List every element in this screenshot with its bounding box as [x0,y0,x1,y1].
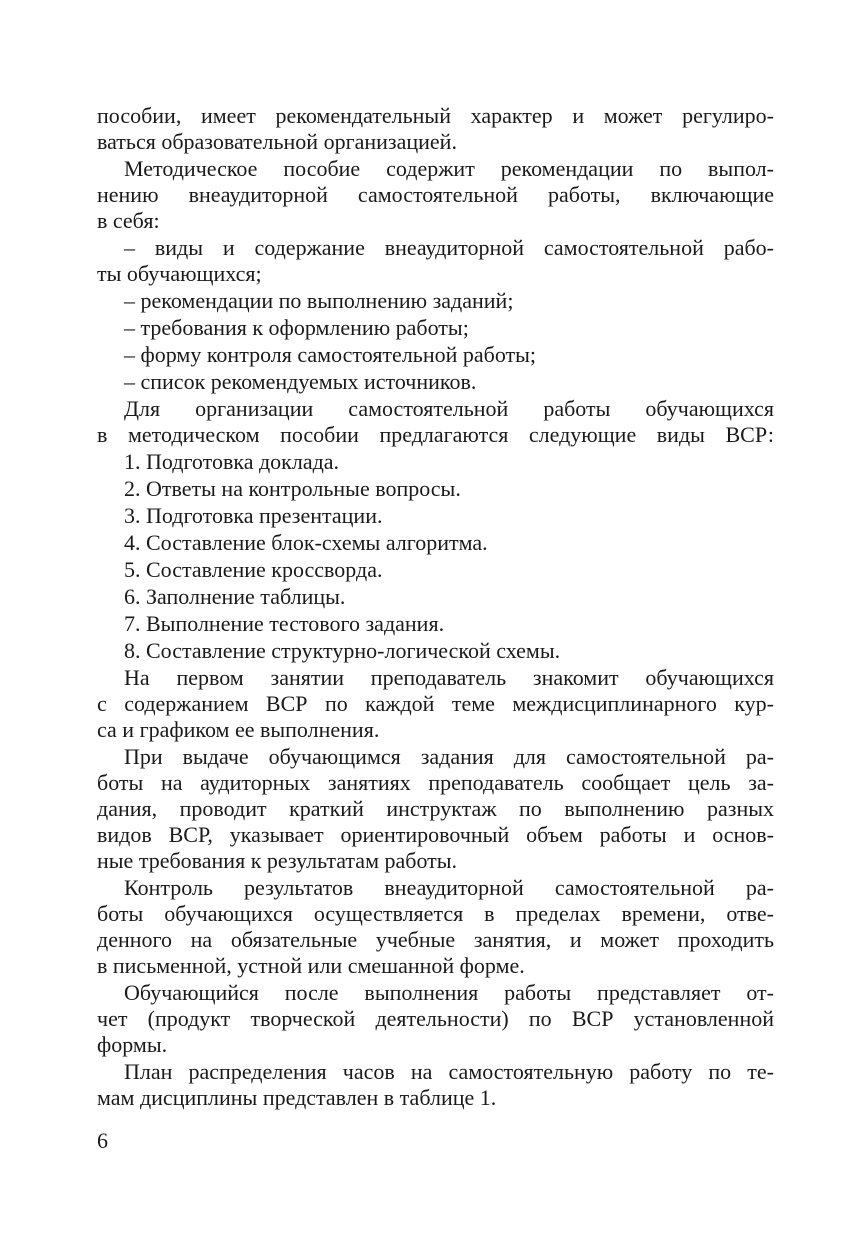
text-line: 4. Составление блок-схемы алгоритма. [124,530,488,555]
text-line: Контроль результатов внеаудиторной самостоятельной ра- [124,875,774,900]
text-line: с содержанием ВСР по каждой теме междисциплинарного кур- [97,691,774,716]
paragraph [97,288,774,314]
text-line: ты обучающихся; [97,261,262,286]
text-line: Обучающийся после выполнения работы представляет от- [124,980,774,1005]
text-line: пособии, имеет рекомендательный характер и может регулиро- [97,103,774,128]
text-line: в письменной, устной или смешанной форме. [97,953,525,978]
paragraph [97,503,774,529]
text-line: – требования к оформлению работы; [124,315,469,340]
paragraph [97,369,774,395]
text-line: – форму контроля самостоятельной работы; [124,342,537,367]
paragraph [97,638,774,664]
paragraph [97,396,774,448]
text-line: План распределения часов на самостоятельную работу по те- [124,1059,774,1084]
text-line: При выдаче обучающимся задания для самостоятельной ра- [124,744,774,769]
paragraph [97,476,774,502]
text-line: дания, проводит краткий инструктаж по выполнению разных [97,796,774,821]
text-line: мам дисциплины представлен в таблице 1. [97,1085,497,1110]
paragraph [97,156,774,234]
paragraph [97,342,774,368]
paragraph [97,449,774,475]
text-line: Методическое пособие содержит рекомендации по выпол- [124,156,774,181]
text-line: видов ВСР, указывает ориентировочный объем работы и основ- [97,822,774,847]
paragraph [97,665,774,743]
paragraph [97,584,774,610]
page-number: 6 [97,1128,108,1153]
text-line: 6. Заполнение таблицы. [124,584,346,609]
text-line: боты на аудиторных занятиях преподаватель сообщает цель за- [97,770,774,795]
text-line: 7. Выполнение тестового задания. [124,611,445,636]
paragraph [97,315,774,341]
paragraph [97,744,774,874]
text-line: ваться образовательной организацией. [97,129,457,154]
text-line: 3. Подготовка презентации. [124,503,383,528]
paragraph [97,980,774,1058]
text-line: боты обучающихся осуществляется в пределах времени, отве- [97,901,774,926]
text-line: чет (продукт творческой деятельности) по ВСР установленной [97,1006,774,1031]
text-line: – рекомендации по выполнению заданий; [124,288,514,313]
paragraph [97,557,774,583]
paragraph [97,1059,774,1111]
text-line: денного на обязательные учебные занятия, и может проходить [97,927,774,952]
text-line: са и графиком ее выполнения. [97,717,380,742]
text-line: На первом занятии преподаватель знакомит обучающихся [124,665,774,690]
text-line: 5. Составление кроссворда. [124,557,383,582]
paragraph [97,875,774,979]
text-line: Для организации самостоятельной работы обучающихся [124,396,774,421]
text-line: формы. [97,1032,168,1057]
text-line: 8. Составление структурно-логической схемы. [124,638,561,663]
text-line: 1. Подготовка доклада. [124,449,340,474]
page-body-text [97,103,774,1112]
text-line: – список рекомендуемых источников. [124,369,477,394]
text-line: ные требования к результатам работы. [97,848,458,873]
text-line: в методическом пособии предлагаются следующие виды ВСР: [97,422,774,447]
text-line: – виды и содержание внеаудиторной самостоятельной рабо- [124,235,774,260]
text-line: нению внеаудиторной самостоятельной работы, включающие [97,182,774,207]
paragraph [97,611,774,637]
paragraph [97,530,774,556]
text-line: 2. Ответы на контрольные вопросы. [124,476,461,501]
paragraph [97,103,774,155]
paragraph [97,235,774,287]
text-line: в себя: [97,208,160,233]
